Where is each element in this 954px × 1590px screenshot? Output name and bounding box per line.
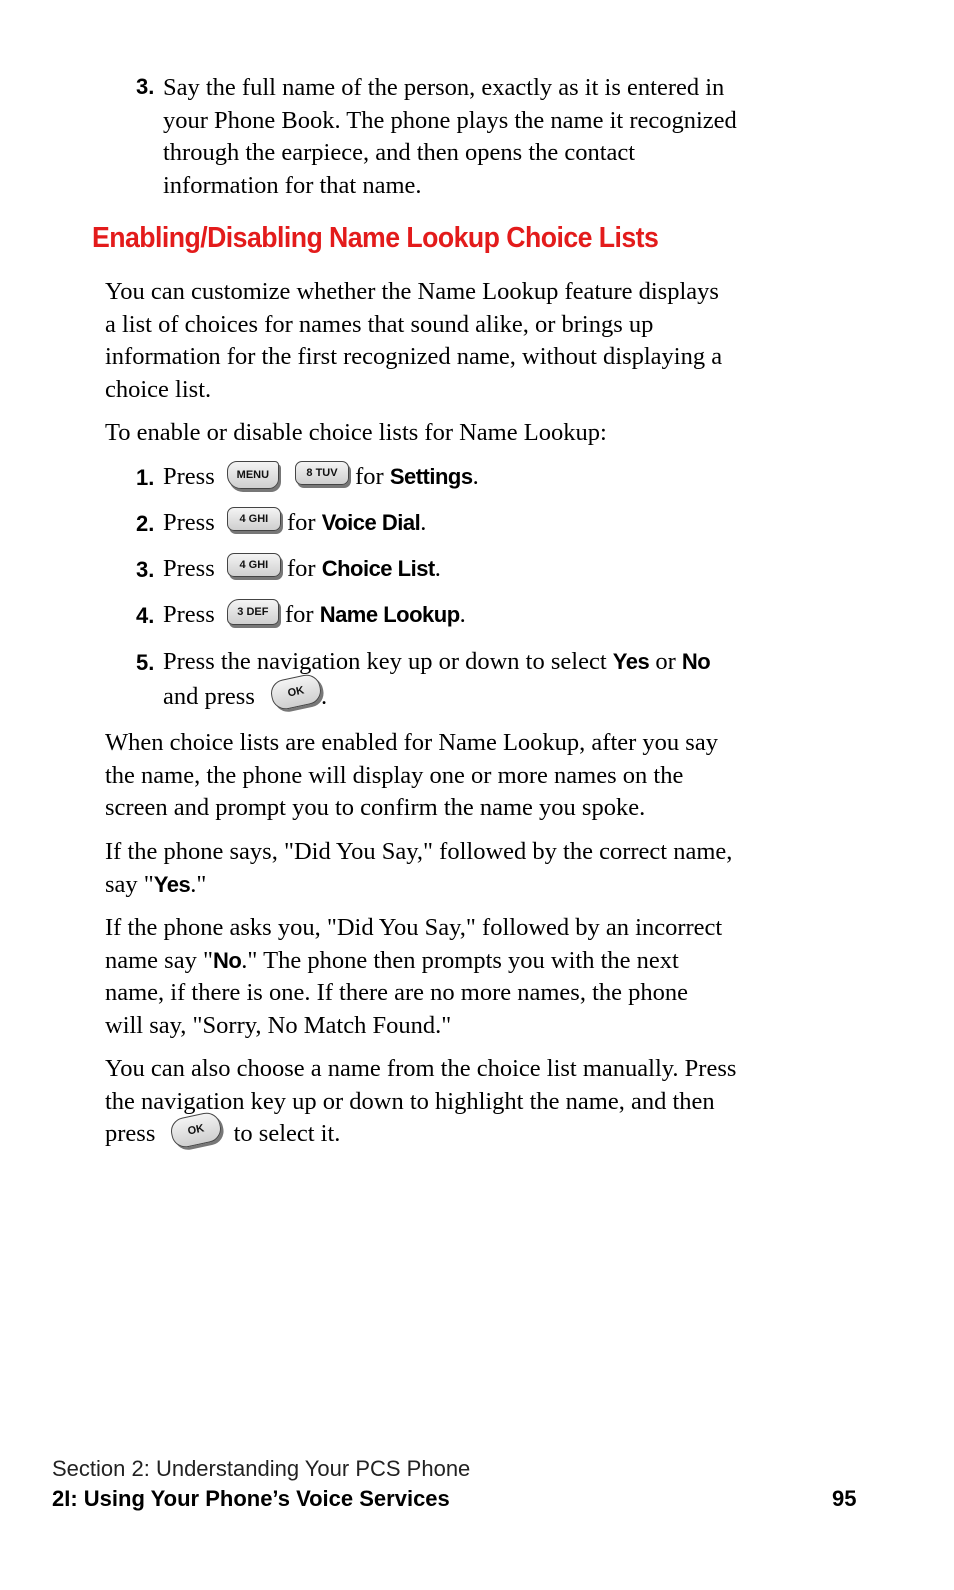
press-label: Press (163, 463, 215, 490)
bold-yes: Yes (153, 871, 191, 897)
target-name-lookup: Name Lookup (319, 602, 460, 627)
step-number: 2. (136, 511, 155, 536)
key-3-icon (227, 599, 279, 625)
paragraph-line: When choice lists are enabled for Name Lookup, after you say (105, 729, 718, 756)
target-voice-dial: Voice Dial (321, 510, 421, 535)
key-4-icon (227, 507, 281, 531)
step-text: Press the navigation key up or down to select (163, 648, 607, 675)
paragraph-text: press (105, 1120, 156, 1147)
target-choice-list: Choice List (321, 556, 435, 581)
ok-key-label: OK (268, 672, 323, 712)
paragraph-text: name say " (105, 946, 213, 974)
paragraph-text: to select it. (233, 1120, 341, 1147)
step-number: 4. (136, 603, 155, 628)
step-number: 3. (136, 557, 155, 582)
ok-key-label: OK (169, 1111, 224, 1151)
step-line: Say the full name of the person, exactly as it is entered in (163, 74, 725, 101)
press-label: Press (163, 601, 215, 628)
paragraph-line: name, if there is one. If there are no more names, the phone (105, 979, 688, 1006)
paragraph-line: the navigation key up or down to highlight the name, and then (105, 1087, 715, 1115)
for-label: for (286, 509, 316, 536)
key-3-label: 3 DEF (227, 599, 279, 625)
paragraph-line: If the phone says, "Did You Say," followed by the correct name, (105, 838, 733, 865)
paragraph-line: You can customize whether the Name Lookup feature displays (105, 278, 719, 305)
ok-key-icon (271, 677, 321, 707)
bold-no: No (212, 947, 242, 973)
step-line: through the earpiece, and then opens the contact (163, 139, 636, 166)
no-paragraph (105, 912, 825, 1042)
or-label: or (655, 648, 676, 675)
step-line: information for that name. (163, 171, 422, 199)
step-number: 5. (136, 650, 155, 675)
paragraph-text: ." The phone then prompts you with the next (241, 946, 679, 974)
paragraph-text: ." (190, 870, 207, 898)
intro-paragraph (105, 276, 825, 406)
period: . (320, 682, 328, 710)
period: . (420, 509, 427, 536)
footer-section: Section 2: Understanding Your PCS Phone (52, 1456, 471, 1481)
step-number: 1. (136, 465, 155, 490)
manual-paragraph (105, 1053, 825, 1151)
paragraph-line: choice list. (105, 375, 212, 403)
enabled-paragraph (105, 727, 825, 825)
paragraph-line: information for the first recognized name, without displaying a (105, 343, 723, 370)
paragraph-line: screen and prompt you to confirm the name you spoke. (105, 794, 646, 821)
for-label: for (284, 601, 314, 628)
lead-line: To enable or disable choice lists for Name Lookup: (105, 419, 607, 446)
ok-key-icon (171, 1115, 221, 1145)
step-number: 3. (136, 74, 155, 99)
key-4-label: 4 GHI (227, 553, 281, 577)
target-settings: Settings (389, 464, 473, 489)
paragraph-line: If the phone asks you, "Did You Say," followed by an incorrect (105, 914, 723, 941)
paragraph-line: will say, "Sorry, No Match Found." (105, 1011, 452, 1039)
step-line: your Phone Book. The phone plays the name it recognized (163, 106, 737, 134)
period: . (472, 463, 479, 490)
footer-chapter: 2I: Using Your Phone’s Voice Services (52, 1486, 450, 1511)
paragraph-line: You can also choose a name from the choice list manually. Press (105, 1055, 737, 1082)
option-no: No (681, 649, 711, 674)
press-label: Press (163, 509, 215, 536)
for-label: for (286, 555, 316, 582)
key-8-label: 8 TUV (295, 461, 349, 485)
menu-key-label: MENU (227, 461, 279, 489)
option-yes: Yes (612, 649, 650, 674)
section-heading: Enabling/Disabling Name Lookup Choice Lists (92, 222, 659, 254)
key-4-icon (227, 553, 281, 577)
for-label: for (355, 463, 384, 490)
key-8-icon (295, 461, 349, 485)
menu-key-icon (227, 461, 279, 489)
paragraph-line: a list of choices for names that sound alike, or brings up (105, 310, 654, 338)
step-text: and press (163, 682, 255, 710)
yes-paragraph (105, 836, 825, 901)
key-4-label: 4 GHI (227, 507, 281, 531)
paragraph-text: say " (105, 870, 154, 898)
paragraph-line: the name, the phone will display one or more names on the (105, 761, 684, 789)
page-number: 95 (832, 1486, 857, 1511)
period: . (434, 555, 441, 582)
period: . (459, 601, 466, 628)
press-label: Press (163, 555, 215, 582)
